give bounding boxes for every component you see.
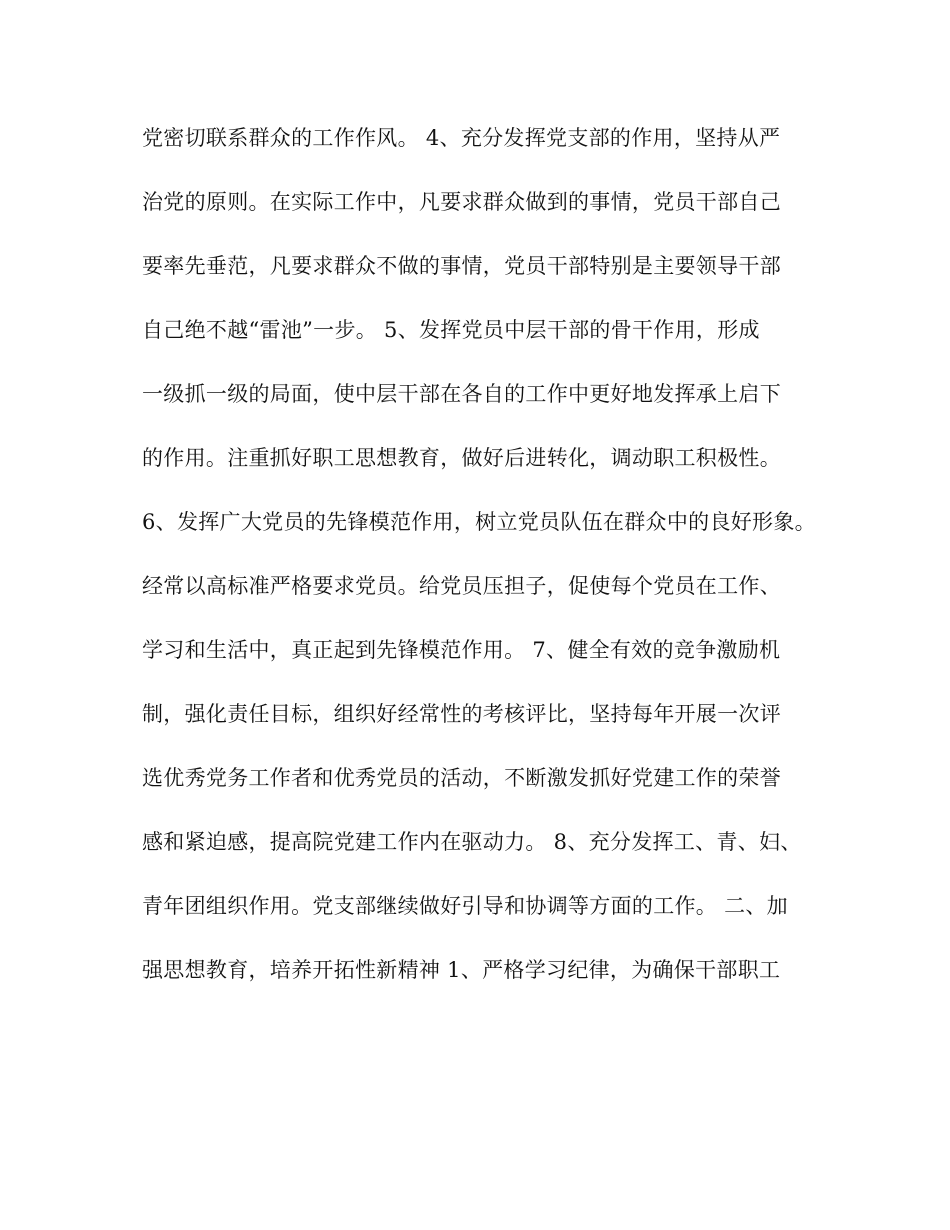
text-line: 治党的原则。在实际工作中，凡要求群众做到的事情，党员干部自己 [142, 190, 781, 214]
body-text [142, 122, 842, 1018]
text-line: 的作用。注重抓好职工思想教育，做好后进转化，调动职工积极性。 [142, 446, 781, 470]
text-line: 6、发挥广大党员的先锋模范作用，树立党员队伍在群众中的良好形象。 [142, 510, 816, 534]
text-line: 党密切联系群众的工作作风。 4、充分发挥党支部的作用，坚持从严 [142, 126, 781, 150]
text-line: 选优秀党务工作者和优秀党员的活动，不断激发抓好党建工作的荣誉 [142, 766, 781, 790]
text-line: 强思想教育，培养开拓性新精神 1、严格学习纪律，为确保干部职工 [142, 958, 781, 982]
text-line: 经常以高标准严格要求党员。给党员压担子，促使每个党员在工作、 [142, 574, 781, 598]
text-line: 感和紧迫感，提高院党建工作内在驱动力。 8、充分发挥工、青、妇、 [142, 830, 802, 854]
text-line: 学习和生活中，真正起到先锋模范作用。 7、健全有效的竞争激励机 [142, 638, 781, 662]
text-line: 自己绝不越“雷池”一步。 5、发挥党员中层干部的骨干作用，形成 [142, 318, 760, 342]
text-line: 一级抓一级的局面，使中层干部在各自的工作中更好地发挥承上启下 [142, 382, 781, 406]
text-line: 制，强化责任目标，组织好经常性的考核评比，坚持每年开展一次评 [142, 702, 781, 726]
text-line: 要率先垂范，凡要求群众不做的事情，党员干部特别是主要领导干部 [142, 254, 781, 278]
text-line: 青年团组织作用。党支部继续做好引导和协调等方面的工作。 二、加 [142, 894, 788, 918]
